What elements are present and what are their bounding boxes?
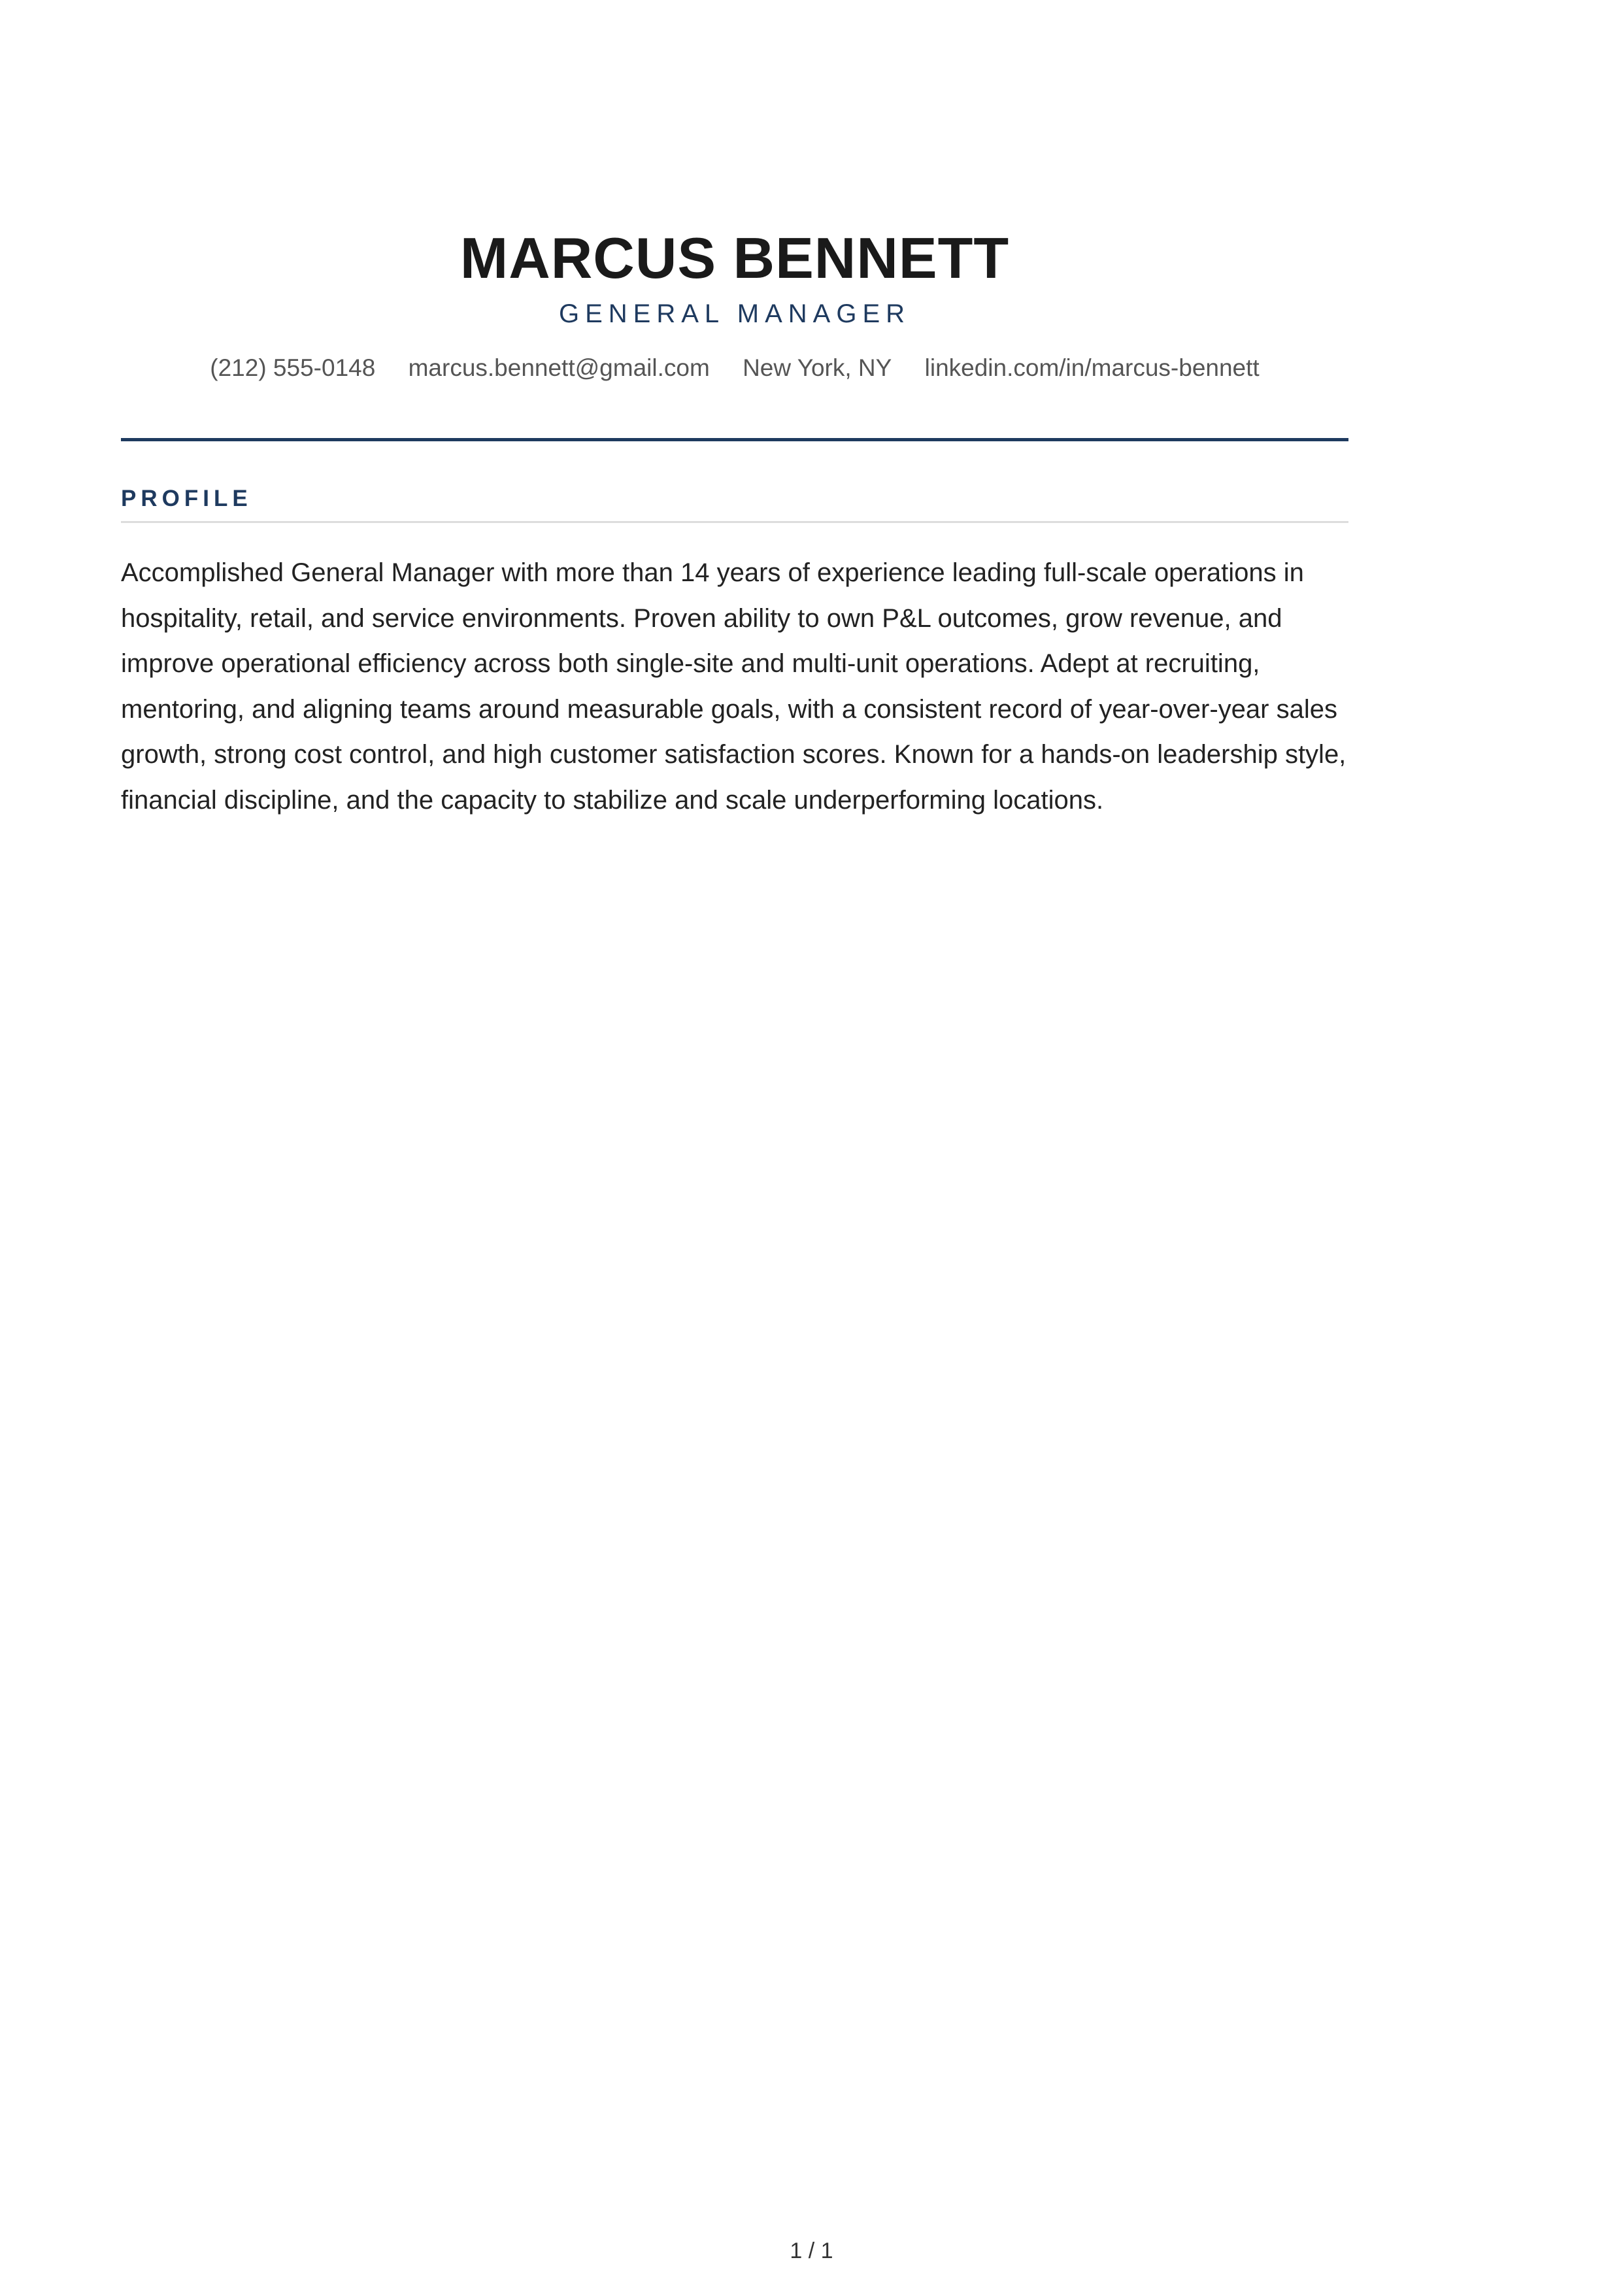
header-divider: [121, 438, 1348, 441]
contact-email: marcus.bennett@gmail.com: [408, 354, 710, 381]
profile-summary: Accomplished General Manager with more than 14 years of experience leading full-scale operations in hospitality, retail, and service environments. Proven ability to own P&L outcomes, grow revenue, and improve operational efficiency across both single-site and multi-unit operations. Adept at recruiting, mentoring, and aligning teams around measurable goals, with a consistent record of year-over-year sales growth, strong cost control, and high customer satisfaction scores. Known for a hands-on leadership style, financial discipline, and the capacity to stabilize and scale underperforming locations.: [121, 558, 1347, 815]
contact-linkedin: linkedin.com/in/marcus-bennett: [924, 354, 1260, 381]
contact-line: [121, 352, 1348, 384]
job-title: GENERAL MANAGER: [558, 299, 911, 328]
contact-location: New York, NY: [743, 354, 892, 381]
page-indicator: 1 / 1: [790, 2238, 833, 2263]
section-heading-profile: PROFILE: [121, 486, 252, 511]
section-divider: [121, 521, 1348, 523]
contact-phone: (212) 555-0148: [210, 354, 376, 381]
resume-header: [121, 222, 1348, 384]
candidate-name: MARCUS BENNETT: [460, 226, 1010, 290]
